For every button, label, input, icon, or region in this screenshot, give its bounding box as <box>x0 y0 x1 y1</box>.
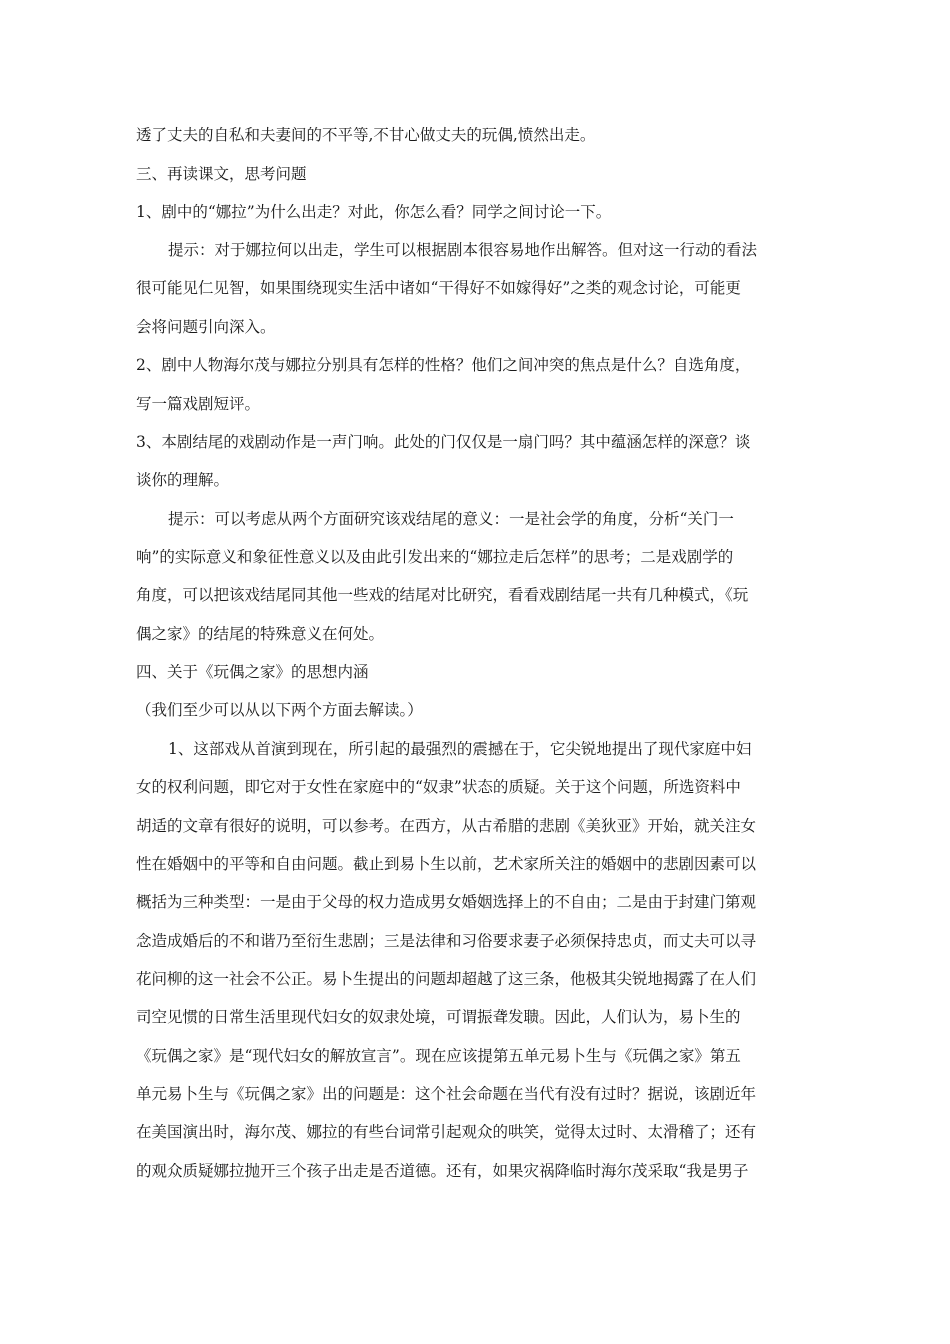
hint-1-line: 提示：对于娜拉何以出走，学生可以根据剧本很容易地作出解答。但对这一行动的看法 <box>168 241 758 259</box>
paragraph-line: 胡适的文章有很好的说明，可以参考。在西方，从古希腊的悲剧《美狄亚》开始，就关注女 <box>136 817 757 835</box>
paragraph-line: 女的权利问题，即它对于女性在家庭中的“奴隶”状态的质疑。关于这个问题，所选资料中 <box>136 778 741 796</box>
paragraph-line: 念造成婚后的不和谐乃至衍生悲剧；三是法律和习俗要求妻子必须保持忠贞，而丈夫可以寻 <box>136 932 757 950</box>
hint-3-line: 响”的实际意义和象征性意义以及由此引发出来的“娜拉走后怎样”的思考；二是戏剧学的 <box>136 548 734 566</box>
question-2-cont: 写一篇戏剧短评。 <box>136 395 261 413</box>
paragraph-line: 1、这部戏从首演到现在，所引起的最强烈的震撼在于，它尖锐地提出了现代家庭中妇 <box>168 740 752 758</box>
paragraph-line: 在美国演出时，海尔茂、娜拉的有些台词常引起观众的哄笑，觉得太过时、太滑稽了；还有 <box>136 1123 757 1141</box>
paragraph-line: 性在婚姻中的平等和自由问题。截止到易卜生以前，艺术家所关注的婚姻中的悲剧因素可以 <box>136 855 757 873</box>
paragraph-line: 的观众质疑娜拉抛开三个孩子出走是否道德。还有，如果灾祸降临时海尔茂采取“我是男子 <box>136 1162 749 1180</box>
paragraph-line: 花问柳的这一社会不公正。易卜生提出的问题却超越了这三条，他极其尖锐地揭露了在人们 <box>136 970 757 988</box>
question-3: 3、本剧结尾的戏剧动作是一声门响。此处的门仅仅是一扇门吗？其中蕴涵怎样的深意？谈 <box>136 433 751 451</box>
question-3-cont: 谈你的理解。 <box>136 471 230 489</box>
section-heading-4: 四、关于《玩偶之家》的思想内涵 <box>136 663 369 681</box>
paragraph-line: 《玩偶之家》是“现代妇女的解放宣言”。现在应该提第五单元易卜生与《玩偶之家》第五 <box>136 1047 741 1065</box>
question-1: 1、剧中的“娜拉”为什么出走？对此，你怎么看？同学之间讨论一下。 <box>136 203 612 221</box>
hint-3-line: 偶之家》的结尾的特殊意义在何处。 <box>136 625 385 643</box>
paragraph-line: 单元易卜生与《玩偶之家》出的问题是：这个社会命题在当代有没有过时？据说，该剧近年 <box>136 1085 757 1103</box>
question-2: 2、剧中人物海尔茂与娜拉分别具有怎样的性格？他们之间冲突的焦点是什么？自选角度， <box>136 356 751 374</box>
paragraph-line: 透了丈夫的自私和夫妻间的不平等,不甘心做丈夫的玩偶,愤然出走。 <box>136 126 596 144</box>
hint-3-line: 角度，可以把该戏结尾同其他一些戏的结尾对比研究，看看戏剧结尾一共有几种模式，《玩 <box>136 586 749 604</box>
hint-1-line: 很可能见仁见智，如果围绕现实生活中诸如“干得好不如嫁得好”之类的观念讨论，可能更 <box>136 279 741 297</box>
hint-1-line: 会将问题引向深入。 <box>136 318 276 336</box>
hint-3-line: 提示：可以考虑从两个方面研究该戏结尾的意义：一是社会学的角度，分析“关门一 <box>168 510 734 528</box>
paragraph-line: 概括为三种类型：一是由于父母的权力造成男女婚姻选择上的不自由；二是由于封建门第观 <box>136 893 757 911</box>
section-note: （我们至少可以从以下两个方面去解读。） <box>136 701 423 719</box>
paragraph-line: 司空见惯的日常生活里现代妇女的奴隶处境，可谓振聋发聩。因此，人们认为，易卜生的 <box>136 1008 741 1026</box>
section-heading-3: 三、再读课文，思考问题 <box>136 165 307 183</box>
